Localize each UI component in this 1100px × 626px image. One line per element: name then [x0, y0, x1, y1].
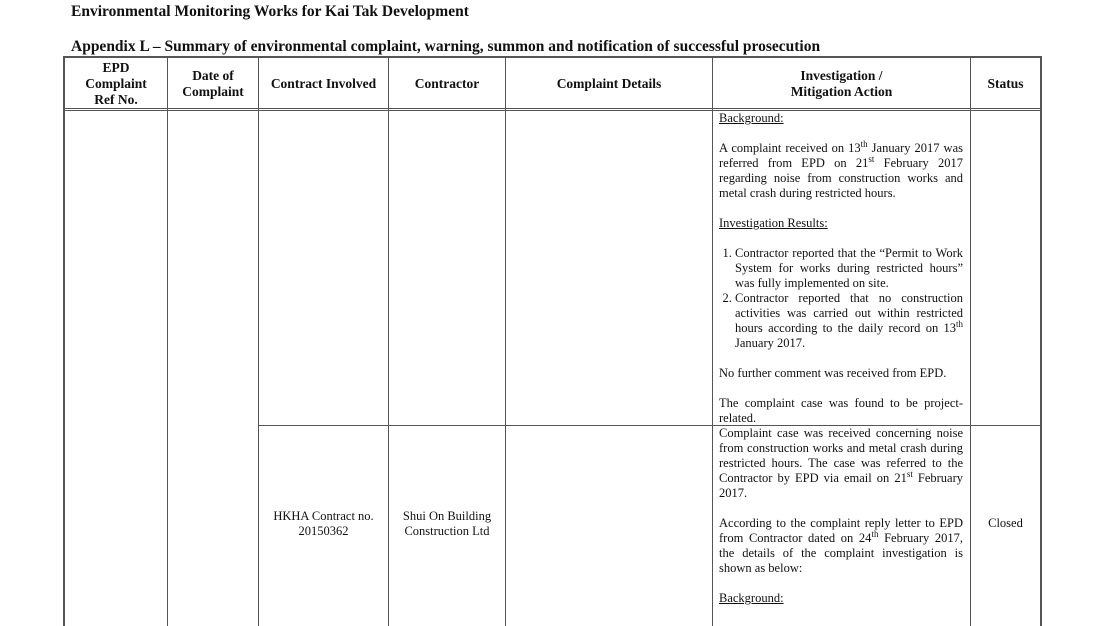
header-contract: Contract Involved — [270, 75, 377, 91]
header-ref-no: EPD Complaint Ref No. — [85, 59, 147, 107]
background-text: A complaint received on 13th January 2017 was referred from EPD on 21st February 2017 regarding noise from construction works and metal crash during restricted hours. — [719, 138, 963, 200]
row1-investigation — [719, 111, 963, 426]
appendix-title: Appendix L – Summary of environmental complaint, warning, summon and notification of successful prosecution — [71, 38, 821, 55]
background-heading: Background: — [719, 111, 784, 125]
investigation-results-heading: Investigation Results: — [719, 216, 828, 230]
document-title: Environmental Monitoring Works for Kai Tak Development — [71, 3, 469, 20]
complaint-received-text: Complaint case was received concerning noise from construction works and metal crash during restricted hours. The case was referred to the Contractor by EPD via email on 21st February 2017. — [719, 426, 964, 500]
complaint-reply-text: According to the complaint reply letter to EPD from Contractor dated on 24th February 2017, the details of the complaint investigation is shown as below: — [719, 516, 964, 575]
row2-investigation — [719, 426, 963, 606]
background-heading: Background: — [719, 591, 784, 605]
header-contractor: Contractor — [414, 75, 480, 91]
row2-contract: HKHA Contract no. 20150362 — [273, 509, 374, 538]
row2-contractor: Shui On Building Construction Ltd — [402, 509, 492, 538]
header-status: Status — [987, 75, 1024, 91]
status-badge: Closed — [988, 516, 1023, 530]
header-date: Date of Complaint — [182, 67, 244, 99]
header-investigation: Investigation / Mitigation Action — [790, 67, 893, 99]
no-further-comment: No further comment was received from EPD. — [719, 366, 947, 380]
investigation-results-list — [719, 246, 963, 351]
list-item: 2. Contractor reported that no construction activities was carried out within restricted hours according to the daily record on 13th January 2017. — [735, 291, 963, 351]
finding-text: The complaint case was found to be project-related. — [719, 396, 963, 425]
list-item: 1. Contractor reported that the “Permit to Work System for works during restricted hours” was fully implemented on site. — [735, 246, 963, 291]
header-complaint-details: Complaint Details — [556, 75, 662, 91]
